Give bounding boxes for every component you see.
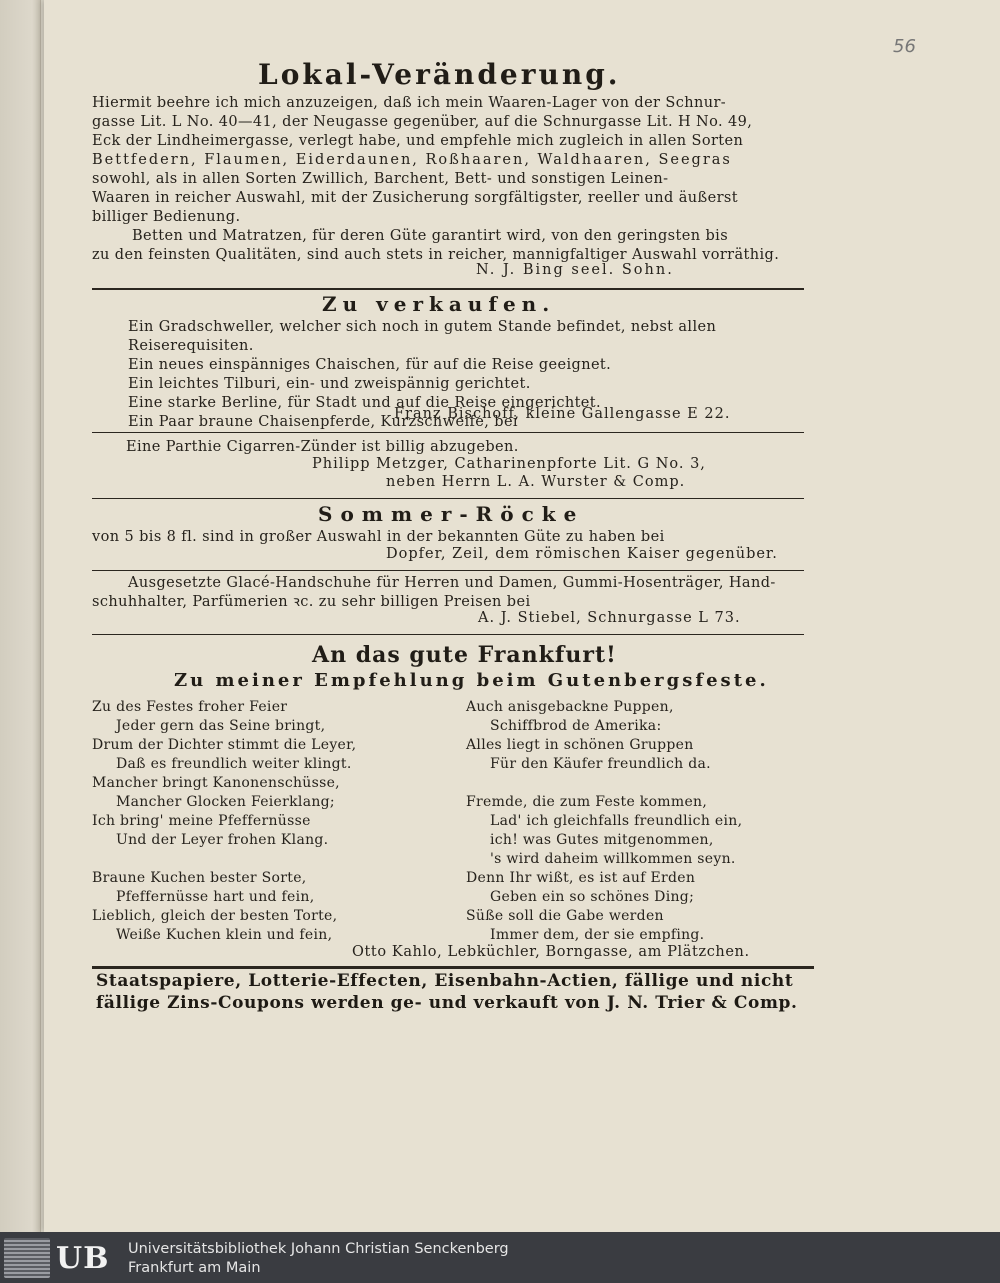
- previous-page-edge: [0, 0, 41, 1232]
- closing-advertisement: [96, 970, 818, 1014]
- poem-line: Fremde, die zum Feste kommen,: [466, 794, 708, 810]
- institution-line-1: Universitätsbibliothek Johann Christian Senckenberg: [128, 1241, 509, 1257]
- poem-line: Lad' ich gleichfalls freundlich ein,: [490, 813, 743, 829]
- poem-line: Mancher bringt Kanonenschüsse,: [92, 775, 340, 791]
- poem-line: Auch anisgebackne Puppen,: [466, 699, 674, 715]
- lokal-line: billiger Bedienung.: [92, 209, 241, 225]
- poem-line: Geben ein so schönes Ding;: [490, 889, 695, 905]
- poem-line: Jeder gern das Seine bringt,: [116, 718, 326, 734]
- glace-line: Ausgesetzte Glacé-Handschuhe für Herren und Damen, Gummi-Hosenträger, Hand-: [128, 575, 776, 591]
- divider: [92, 498, 804, 499]
- poem-line: Zu des Festes froher Feier: [92, 699, 288, 715]
- verkaufen-line: Ein neues einspänniges Chaischen, für auf die Reise geeignet.: [128, 357, 612, 373]
- sommer-body: [92, 528, 804, 547]
- lokal-body: [92, 94, 808, 265]
- verkaufen-line: Ein leichtes Tilburi, ein- und zweispännig gerichtet.: [128, 376, 531, 392]
- closing-line: Staatspapiere, Lotterie-Effecten, Eisenbahn-Actien, fällige und nicht: [96, 971, 794, 991]
- lokal-line: gasse Lit. L No. 40—41, der Neugasse gegenüber, auf die Schnurgasse Lit. H No. 49,: [92, 114, 753, 130]
- poem-line: Braune Kuchen bester Sorte,: [92, 870, 307, 886]
- frankfurt-subheading: Zu meiner Empfehlung beim Gutenbergsfeste.: [174, 670, 769, 691]
- library-logo[interactable]: [4, 1238, 118, 1278]
- senckenberg-portrait-icon: [4, 1238, 50, 1278]
- lokal-line: zu den feinsten Qualitäten, sind auch stets in reicher, mannigfaltiger Auswahl vorräthig.: [92, 247, 780, 263]
- divider: [92, 570, 804, 571]
- lokal-line: Betten und Matratzen, für deren Güte garantirt wird, von den geringsten bis: [132, 228, 729, 244]
- poem-line: Für den Käufer freundlich da.: [490, 756, 711, 772]
- ub-logo-text: UB: [56, 1240, 110, 1276]
- poem-line: Und der Leyer frohen Klang.: [116, 832, 329, 848]
- poem-line: Alles liegt in schönen Gruppen: [466, 737, 694, 753]
- poem-line: Mancher Glocken Feierklang;: [116, 794, 335, 810]
- sommer-line: von 5 bis 8 fl. sind in großer Auswahl in der bekannten Güte zu haben bei: [92, 529, 665, 545]
- cigarren-body: [126, 438, 519, 457]
- cigarren-line: Eine Parthie Cigarren-Zünder ist billig abzugeben.: [126, 439, 519, 455]
- sommer-heading: Sommer-Röcke: [318, 502, 585, 526]
- institution-name: [128, 1240, 509, 1278]
- lokal-line: Bettfedern, Flaumen, Eiderdaunen, Roßhaaren, Waldhaaren, Seegras: [92, 152, 732, 168]
- verkaufen-line: Ein Paar braune Chaisenpferde, Kurzschweife, bei: [128, 414, 518, 430]
- lokal-signature: N. J. Bing seel. Sohn.: [476, 262, 674, 278]
- institution-line-2: Frankfurt am Main: [128, 1260, 261, 1276]
- frankfurt-signature: Otto Kahlo, Lebküchler, Borngasse, am Plätzchen.: [352, 944, 750, 960]
- poem-line: Lieblich, gleich der besten Torte,: [92, 908, 338, 924]
- divider: [92, 966, 814, 969]
- verkaufen-heading: Zu verkaufen.: [322, 292, 556, 316]
- lokal-line: Hiermit beehre ich mich anzuzeigen, daß ich mein Waaren-Lager von der Schnur-: [92, 95, 727, 111]
- library-footer: [0, 1232, 1000, 1283]
- poem-right-column: [466, 698, 806, 945]
- poem-line: Daß es freundlich weiter klingt.: [116, 756, 352, 772]
- poem-line: Schiffbrod de Amerika:: [490, 718, 662, 734]
- cigarren-signature-1: Philipp Metzger, Catharinenpforte Lit. G No. 3,: [312, 456, 706, 472]
- cigarren-signature-2: neben Herrn L. A. Wurster & Comp.: [386, 474, 686, 490]
- poem-line: Weiße Kuchen klein und fein,: [116, 927, 333, 943]
- sommer-signature: Dopfer, Zeil, dem römischen Kaiser gegenüber.: [386, 546, 778, 562]
- glace-signature: A. J. Stiebel, Schnurgasse L 73.: [478, 610, 741, 626]
- poem-line: Pfeffernüsse hart und fein,: [116, 889, 315, 905]
- verkaufen-signature: Franz Bischoff, kleine Gallengasse E 22.: [394, 406, 731, 422]
- poem-left-column: [92, 698, 452, 945]
- poem-line: Denn Ihr wißt, es ist auf Erden: [466, 870, 696, 886]
- lokal-line: sowohl, als in allen Sorten Zwillich, Barchent, Bett- und sonstigen Leinen-: [92, 171, 669, 187]
- lokal-title: Lokal-Veränderung.: [258, 58, 621, 91]
- glace-line: schuhhalter, Parfümerien ꝛc. zu sehr billigen Preisen bei: [92, 594, 531, 610]
- poem-line: Süße soll die Gabe werden: [466, 908, 664, 924]
- poem-line: Ich bring' meine Pfeffernüsse: [92, 813, 311, 829]
- poem-line: Drum der Dichter stimmt die Leyer,: [92, 737, 357, 753]
- frankfurt-heading: An das gute Frankfurt!: [312, 642, 617, 668]
- poem-line: 's wird daheim willkommen seyn.: [490, 851, 736, 867]
- divider: [92, 288, 804, 290]
- poem-line: Immer dem, der sie empfing.: [490, 927, 705, 943]
- glace-body: [92, 574, 808, 612]
- closing-line: fällige Zins-Coupons werden ge- und verkauft von J. N. Trier & Comp.: [96, 993, 798, 1013]
- page-number: 56: [893, 36, 916, 57]
- verkaufen-line: Ein Gradschweller, welcher sich noch in gutem Stande befindet, nebst allen Reiserequisiten.: [128, 319, 717, 354]
- lokal-line: Waaren in reicher Auswahl, mit der Zusicherung sorgfältigster, reeller und äußerst: [92, 190, 738, 206]
- divider: [92, 432, 804, 433]
- divider: [92, 634, 804, 635]
- verkaufen-line: Eine starke Berline, für Stadt und auf die Reise eingerichtet.: [128, 395, 602, 411]
- lokal-line: Eck der Lindheimergasse, verlegt habe, und empfehle mich zugleich in allen Sorten: [92, 133, 744, 149]
- poem-line: ich! was Gutes mitgenommen,: [490, 832, 714, 848]
